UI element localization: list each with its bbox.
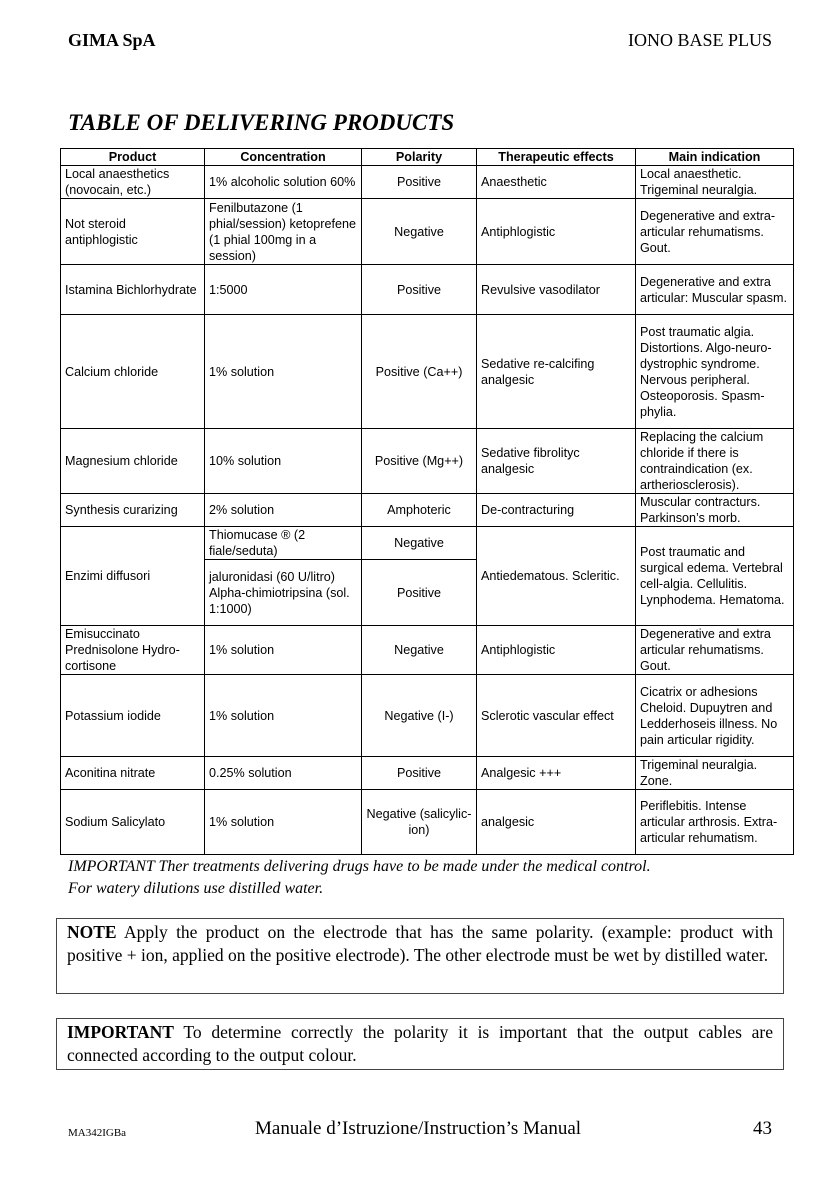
note-line: IMPORTANT Ther treatments delivering drugs have to be made under the medical control.: [68, 858, 651, 875]
page-title: TABLE OF DELIVERING PRODUCTS: [68, 110, 455, 135]
cell-product: Potassium iodide: [61, 675, 205, 757]
cell-polarity: Negative: [362, 527, 477, 560]
table-row: [61, 626, 794, 675]
table-row: [61, 265, 794, 315]
page-number: 43: [753, 1118, 772, 1139]
column-header: Concentration: [205, 149, 362, 166]
cell-polarity: Positive: [362, 560, 477, 626]
footer-doc-code: MA342IGBa: [68, 1127, 127, 1139]
cell-concentration: 2% solution: [205, 494, 362, 527]
cell-concentration: 1% solution: [205, 790, 362, 855]
table-row: [61, 199, 794, 265]
cell-indication: Post traumatic and surgical edema. Vertebral cell-algia. Cellulitis. Lynphodema. Hematoma.: [636, 527, 794, 626]
cell-polarity: Negative (salicylic- ion): [362, 790, 477, 855]
important-text: To determine correctly the polarity it is important that the output cables are connected according to the output colour.: [67, 1022, 774, 1065]
table-row: [61, 429, 794, 494]
column-header: Therapeutic effects: [477, 149, 636, 166]
cell-indication: Degenerative and extra articular: Muscular spasm.: [636, 265, 794, 315]
cell-concentration: Fenilbutazone (1 phial/session) ketoprefene (1 phial 100mg in a session): [205, 199, 362, 265]
cell-concentration: 1% solution: [205, 675, 362, 757]
cell-product: Calcium chloride: [61, 315, 205, 429]
cell-effects: Sedative fibrolityc analgesic: [477, 429, 636, 494]
cell-indication: Cicatrix or adhesions Cheloid. Dupuytren and Ledderhoseis illness. No pain articular rigidity.: [636, 675, 794, 757]
cell-effects: analgesic: [477, 790, 636, 855]
column-header: Main indication: [636, 149, 794, 166]
table-row: [61, 757, 794, 790]
table-header-row: [61, 149, 794, 166]
important-box: [56, 1018, 784, 1070]
cell-product: Sodium Salicylato: [61, 790, 205, 855]
cell-concentration: 1:5000: [205, 265, 362, 315]
cell-polarity: Negative (I-): [362, 675, 477, 757]
cell-indication: Degenerative and extra articular rehumatisms. Gout.: [636, 626, 794, 675]
cell-effects: Antiedematous. Scleritic.: [477, 527, 636, 626]
cell-concentration: jaluronidasi (60 U/litro) Alpha-chimiotripsina (sol. 1:1000): [205, 560, 362, 626]
cell-indication: Replacing the calcium chloride if there is contraindication (ex. artheriosclerosis).: [636, 429, 794, 494]
column-header: Polarity: [362, 149, 477, 166]
cell-concentration: 10% solution: [205, 429, 362, 494]
cell-concentration: 1% alcoholic solution 60%: [205, 166, 362, 199]
cell-effects: De-contracturing: [477, 494, 636, 527]
cell-polarity: Positive: [362, 757, 477, 790]
products-table: [60, 148, 794, 855]
column-header: Product: [61, 149, 205, 166]
table-row: [61, 527, 794, 560]
footer-manual-title: Manuale d’Istruzione/Instruction’s Manual: [255, 1118, 582, 1139]
cell-concentration: Thiomucase ® (2 fiale/seduta): [205, 527, 362, 560]
cell-product: Enzimi diffusori: [61, 527, 205, 626]
cell-effects: Antiphlogistic: [477, 199, 636, 265]
cell-polarity: Positive: [362, 265, 477, 315]
cell-indication: Degenerative and extra-articular rehumatisms. Gout.: [636, 199, 794, 265]
cell-polarity: Negative: [362, 199, 477, 265]
cell-product: Istamina Bichlorhydrate: [61, 265, 205, 315]
table-row: [61, 675, 794, 757]
important-medical-note: [68, 856, 651, 900]
cell-effects: Sclerotic vascular effect: [477, 675, 636, 757]
table-row: [61, 166, 794, 199]
note-box: [56, 918, 784, 994]
cell-indication: Periflebitis. Intense articular arthrosis. Extra-articular rehumatism.: [636, 790, 794, 855]
cell-product: Magnesium chloride: [61, 429, 205, 494]
table-row: [61, 494, 794, 527]
table-row: [61, 790, 794, 855]
note-line: For watery dilutions use distilled water.: [68, 880, 324, 897]
cell-indication: Muscular contracturs. Parkinson’s morb.: [636, 494, 794, 527]
cell-polarity: Positive (Mg++): [362, 429, 477, 494]
cell-product: Local anaesthetics (novocain, etc.): [61, 166, 205, 199]
cell-indication: Local anaesthetic. Trigeminal neuralgia.: [636, 166, 794, 199]
cell-product: Not steroid antiphlogistic: [61, 199, 205, 265]
table-row: [61, 315, 794, 429]
cell-effects: Revulsive vasodilator: [477, 265, 636, 315]
cell-polarity: Negative: [362, 626, 477, 675]
note-label: NOTE: [67, 922, 117, 942]
cell-product: Synthesis curarizing: [61, 494, 205, 527]
cell-indication: Post traumatic algia. Distortions. Algo-neuro-dystrophic syndrome. Nervous peripheral. Osteoporosis. Spasm-phylia.: [636, 315, 794, 429]
cell-product: Emisuccinato Prednisolone Hydro-cortisone: [61, 626, 205, 675]
header-product: IONO BASE PLUS: [627, 30, 772, 50]
cell-effects: Antiphlogistic: [477, 626, 636, 675]
cell-product: Aconitina nitrate: [61, 757, 205, 790]
cell-concentration: 1% solution: [205, 315, 362, 429]
important-label: IMPORTANT: [67, 1022, 174, 1042]
cell-concentration: 1% solution: [205, 626, 362, 675]
cell-concentration: 0.25% solution: [205, 757, 362, 790]
cell-polarity: Positive (Ca++): [362, 315, 477, 429]
cell-polarity: Positive: [362, 166, 477, 199]
note-text: Apply the product on the electrode that has the same polarity. (example: product with positive + ion, applied on the positive electrode). The other electrode must be wet by distilled water.: [67, 922, 773, 965]
cell-effects: Analgesic +++: [477, 757, 636, 790]
cell-indication: Trigeminal neuralgia. Zone.: [636, 757, 794, 790]
cell-effects: Anaesthetic: [477, 166, 636, 199]
header-company: GIMA SpA: [68, 30, 156, 50]
cell-polarity: Amphoteric: [362, 494, 477, 527]
cell-effects: Sedative re-calcifing analgesic: [477, 315, 636, 429]
